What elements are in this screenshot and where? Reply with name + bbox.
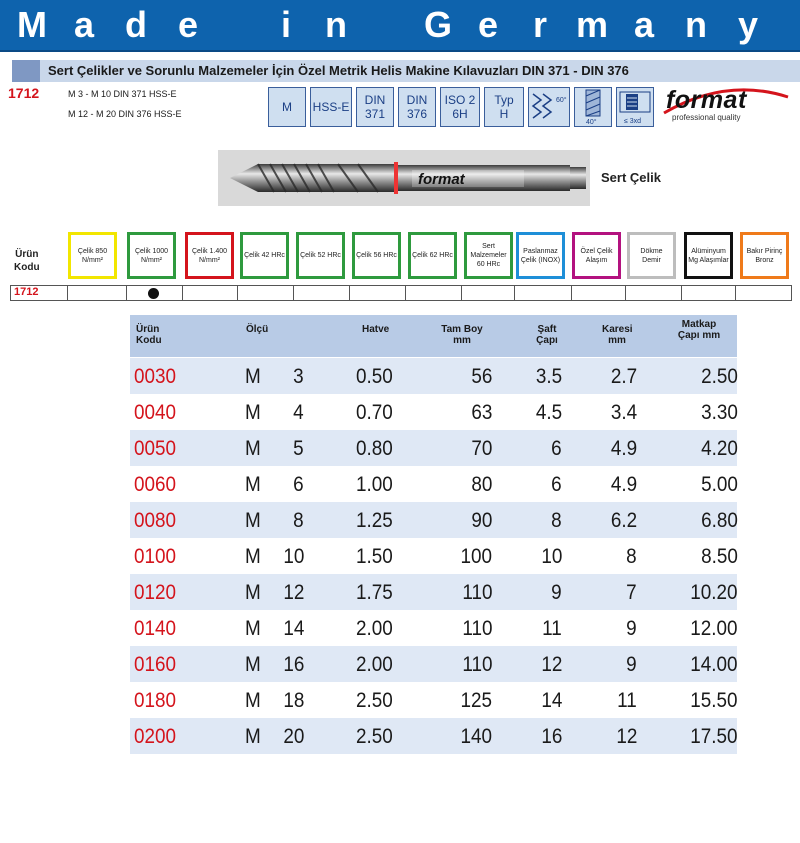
- cell-length: 110: [461, 617, 492, 640]
- table-row: [130, 682, 737, 718]
- material-swatch: Özel Çelik Alaşım: [572, 232, 621, 279]
- cell-pitch: 0.80: [356, 437, 393, 460]
- badge-din-376-line2: 376: [406, 107, 428, 121]
- cell-n: 8: [293, 509, 304, 532]
- cell-m: M: [245, 725, 261, 748]
- table-row: [130, 610, 737, 646]
- cell-length: 80: [470, 473, 492, 496]
- cell-square: 3.4: [610, 401, 637, 424]
- badge-typ-h: [484, 87, 524, 127]
- cell-drill: 5.00: [701, 473, 738, 496]
- thread-angle-label: 60°: [556, 97, 567, 104]
- table-row: [130, 394, 737, 430]
- cell-square: 6.2: [610, 509, 637, 532]
- cell-n: 14: [282, 617, 304, 640]
- cell-m: M: [245, 509, 261, 532]
- cell-shank: 12: [540, 653, 562, 676]
- header-code: Ürün Kodu: [136, 324, 162, 346]
- cell-square: 4.9: [610, 473, 637, 496]
- cell-m: M: [245, 401, 261, 424]
- cell-pitch: 1.75: [356, 581, 393, 604]
- header-pitch: Hatve: [362, 324, 390, 335]
- cell-n: 3: [293, 365, 304, 388]
- cell-square: 9: [626, 653, 637, 676]
- banner-letter: m: [575, 4, 608, 45]
- table-row: [130, 718, 737, 754]
- cell-n: 12: [282, 581, 304, 604]
- materials-header-line1: Ürün: [15, 249, 39, 260]
- material-swatch: Alüminyum Mg Alaşımlar: [684, 232, 733, 279]
- cell-drill: 4.20: [701, 437, 738, 460]
- cell-code: 0200: [134, 725, 177, 748]
- cell-length: 100: [460, 545, 492, 568]
- cell-m: M: [245, 617, 261, 640]
- banner-letter: i: [280, 4, 291, 45]
- cell-code: 0100: [134, 545, 177, 568]
- cell-pitch: 1.25: [356, 509, 393, 532]
- tap-tool-image: [218, 150, 590, 206]
- materials-cell-divider: [67, 286, 68, 300]
- badge-metric-label: M: [282, 100, 292, 114]
- cell-square: 11: [617, 689, 637, 712]
- made-in-germany-banner: [0, 0, 800, 50]
- cell-code: 0030: [134, 365, 177, 388]
- thread-60-icon: [528, 87, 570, 127]
- banner-letter: M: [17, 4, 47, 45]
- materials-cell-divider: [571, 286, 572, 300]
- cell-shank: 16: [540, 725, 562, 748]
- cell-n: 5: [293, 437, 304, 460]
- cell-shank: 6: [551, 473, 562, 496]
- table-row: [130, 646, 737, 682]
- subtitle-marker: [12, 60, 40, 82]
- cell-drill: 14.00: [690, 653, 738, 676]
- cell-drill: 17.50: [690, 725, 738, 748]
- subtitle-bar: [12, 60, 800, 82]
- material-swatch: Çelik 42 HRc: [240, 232, 289, 279]
- table-row: [130, 430, 737, 466]
- cell-drill: 2.50: [701, 365, 738, 388]
- material-swatch: Çelik 56 HRc: [352, 232, 401, 279]
- cell-length: 56: [470, 365, 492, 388]
- banner-letter: a: [73, 4, 95, 45]
- material-swatch: Paslanmaz Çelik (INOX): [516, 232, 565, 279]
- material-swatch: Çelik 1.400 N/mm²: [185, 232, 234, 279]
- badge-din-371-line1: DIN: [364, 93, 386, 107]
- cell-pitch: 0.70: [356, 401, 393, 424]
- cell-code: 0050: [134, 437, 177, 460]
- badge-hss-e: [310, 87, 352, 127]
- cell-shank: 4.5: [535, 401, 562, 424]
- materials-row-code: 1712: [14, 286, 39, 298]
- cell-drill: 15.50: [690, 689, 738, 712]
- materials-cell-divider: [237, 286, 238, 300]
- header-length: Tam Boy mm: [441, 324, 483, 346]
- table-row: [130, 502, 737, 538]
- cell-pitch: 2.50: [356, 725, 393, 748]
- header-shank: Şaft Çapı: [536, 324, 558, 346]
- materials-cell-divider: [349, 286, 350, 300]
- cell-drill: 8.50: [701, 545, 738, 568]
- cell-pitch: 1.00: [356, 473, 393, 496]
- materials-header-line2: Kodu: [14, 262, 40, 273]
- material-swatch: Sert Malzemeler 60 HRc: [464, 232, 513, 279]
- cell-pitch: 2.00: [356, 653, 393, 676]
- table-row: [130, 538, 737, 574]
- badge-iso2-line2: 6H: [452, 107, 468, 121]
- banner-letter: e: [477, 4, 499, 45]
- cell-shank: 3.5: [535, 365, 562, 388]
- cell-shank: 10: [540, 545, 562, 568]
- cell-drill: 10.20: [690, 581, 738, 604]
- cell-shank: 9: [551, 581, 562, 604]
- materials-cell-divider: [405, 286, 406, 300]
- cell-m: M: [245, 545, 261, 568]
- materials-cell-divider: [461, 286, 462, 300]
- table-row: [130, 574, 737, 610]
- tool-image-label: Sert Çelik: [601, 170, 661, 185]
- banner-letter: y: [737, 4, 759, 45]
- cell-square: 2.7: [610, 365, 637, 388]
- cell-m: M: [245, 473, 261, 496]
- cell-length: 110: [461, 653, 492, 676]
- materials-cell-divider: [681, 286, 682, 300]
- materials-cell-divider: [293, 286, 294, 300]
- cell-n: 10: [282, 545, 304, 568]
- materials-cell-divider: [126, 286, 127, 300]
- header-drill: Matkap Çapı mm: [677, 319, 721, 341]
- cell-length: 70: [470, 437, 492, 460]
- badge-metric: [268, 87, 306, 127]
- cell-square: 12: [615, 725, 637, 748]
- subtitle-text: Sert Çelikler ve Sorunlu Malzemeler İçin Özel Metrik Helis Makine Kılavuzları DIN 371 - DIN 376: [48, 63, 629, 78]
- cell-length: 140: [460, 725, 492, 748]
- cell-shank: 14: [540, 689, 562, 712]
- table-header: [130, 315, 737, 357]
- material-swatch: Çelik 62 HRc: [408, 232, 457, 279]
- cell-length: 125: [460, 689, 492, 712]
- cell-square: 7: [626, 581, 637, 604]
- cell-shank: 11: [542, 617, 562, 640]
- cell-square: 9: [626, 617, 637, 640]
- banner-divider: [0, 50, 800, 52]
- material-selected-dot: [148, 288, 159, 299]
- badge-hss-e-label: HSS-E: [312, 100, 350, 114]
- materials-cell-divider: [735, 286, 736, 300]
- cell-m: M: [245, 581, 261, 604]
- banner-letter: n: [325, 4, 347, 45]
- banner-letter: e: [177, 4, 199, 45]
- cell-n: 18: [282, 689, 304, 712]
- format-logo: format: [666, 86, 747, 114]
- cell-m: M: [245, 653, 261, 676]
- cell-code: 0140: [134, 617, 177, 640]
- cell-code: 0080: [134, 509, 177, 532]
- badge-iso2-6h: [440, 87, 480, 127]
- cell-pitch: 1.50: [356, 545, 393, 568]
- banner-letter: a: [633, 4, 655, 45]
- materials-cell-divider: [514, 286, 515, 300]
- depth-label: ≤ 3xd: [624, 118, 642, 125]
- materials-cell-divider: [182, 286, 183, 300]
- banner-letter: r: [532, 4, 547, 45]
- tool-brand-text: format: [418, 171, 465, 188]
- cell-drill: 3.30: [701, 401, 738, 424]
- table-row: [130, 358, 737, 394]
- helix-40-icon: [574, 87, 612, 127]
- material-swatch: Çelik 52 HRc: [296, 232, 345, 279]
- badge-din-376-line1: DIN: [406, 93, 428, 107]
- cell-square: 4.9: [610, 437, 637, 460]
- cell-shank: 6: [551, 437, 562, 460]
- cell-drill: 12.00: [690, 617, 738, 640]
- banner-letter: n: [685, 4, 707, 45]
- size-range-din376: M 12 - M 20 DIN 376 HSS-E: [68, 109, 182, 119]
- cell-n: 16: [282, 653, 304, 676]
- materials-header-label: [14, 248, 40, 274]
- cell-pitch: 2.00: [356, 617, 393, 640]
- cell-length: 90: [470, 509, 492, 532]
- cell-square: 8: [626, 545, 637, 568]
- cell-pitch: 2.50: [356, 689, 393, 712]
- materials-row: [10, 285, 792, 301]
- badge-din-371-line2: 371: [364, 107, 386, 121]
- cell-shank: 8: [551, 509, 562, 532]
- badge-iso2-line1: ISO 2: [444, 93, 476, 107]
- cell-length: 110: [461, 581, 492, 604]
- material-swatch: Çelik 1000 N/mm²: [127, 232, 176, 279]
- product-code: 1712: [8, 85, 40, 101]
- header-size: Ölçü: [246, 324, 269, 335]
- cell-code: 0160: [134, 653, 177, 676]
- cell-code: 0060: [134, 473, 177, 496]
- badge-typ-line1: Typ: [494, 93, 514, 107]
- material-swatch: Çelik 850 N/mm²: [68, 232, 117, 279]
- material-swatch: Bakır Pirinç Bronz: [740, 232, 789, 279]
- header-square: Karesi mm: [602, 324, 633, 346]
- banner-letter: d: [125, 4, 147, 45]
- cell-m: M: [245, 437, 261, 460]
- table-row: [130, 466, 737, 502]
- cell-code: 0180: [134, 689, 177, 712]
- badge-din-376: [398, 87, 436, 127]
- cell-n: 6: [293, 473, 304, 496]
- cell-n: 20: [282, 725, 304, 748]
- size-range-din371: M 3 - M 10 DIN 371 HSS-E: [68, 89, 177, 99]
- badge-din-371: [356, 87, 394, 127]
- cell-m: M: [245, 689, 261, 712]
- materials-cell-divider: [625, 286, 626, 300]
- cell-m: M: [245, 365, 261, 388]
- cell-drill: 6.80: [701, 509, 738, 532]
- format-logo-tagline: professional quality: [672, 113, 741, 122]
- helix-angle-label: 40°: [586, 119, 597, 126]
- banner-letter: G: [423, 4, 452, 45]
- cell-code: 0120: [134, 581, 177, 604]
- badge-typ-line2: H: [499, 107, 509, 121]
- cell-length: 63: [470, 401, 492, 424]
- cell-pitch: 0.50: [356, 365, 393, 388]
- cell-n: 4: [293, 401, 304, 424]
- depth-3xd-icon: [616, 87, 654, 127]
- cell-code: 0040: [134, 401, 177, 424]
- material-swatch: Dökme Demir: [627, 232, 676, 279]
